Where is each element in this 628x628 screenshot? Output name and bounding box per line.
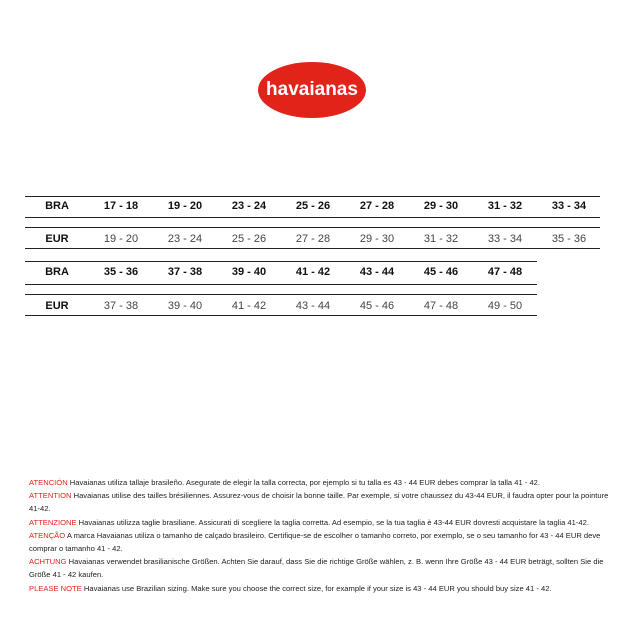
bra-label: BRA [45, 266, 69, 278]
eur-size: 29 - 30 [359, 233, 395, 245]
eur-size: 47 - 48 [423, 300, 459, 312]
note-text: A marca Havaianas utiliza o tamanho de calçado brasileiro. Certifique-se de escolher o tamanho correto, por exemplo, se o seu tamanho for 43 - 44 EUR deve comprar o tamanho 41 - 42. [29, 530, 601, 554]
eur-size: 23 - 24 [167, 233, 203, 245]
bra-size: 31 - 32 [487, 200, 523, 212]
eur-label: EUR [45, 300, 69, 312]
bra-size: 35 - 36 [103, 266, 139, 278]
note-tag: ATENCIÓN [29, 478, 68, 487]
note-tag: ATTENTION [29, 491, 72, 501]
divider [25, 315, 537, 316]
note-en [29, 582, 609, 595]
bra-size: 27 - 28 [359, 200, 395, 212]
eur-size: 31 - 32 [423, 233, 459, 245]
divider [25, 294, 537, 295]
eur-size: 39 - 40 [167, 300, 203, 312]
bra-size: 33 - 34 [551, 200, 587, 212]
note-text: Havaianas verwendet brasilianische Größen. Achten Sie darauf, dass Sie die richtige Größe wählen, z. B. wenn Ihre Größe 43 - 44 EUR beträgt, sollten Sie die Größe 41 - 42 kaufen. [29, 557, 604, 580]
note-tag: ATTENZIONE [29, 517, 77, 527]
eur-size: 33 - 34 [487, 233, 523, 245]
note-text: Havaianas utiliza tallaje brasileño. Asegurate de elegir la talla correcta, por ejemplo si tu talla es 43 - 44 EUR debes comprar la talla 41 - 42. [67, 478, 541, 487]
bra-size: 43 - 44 [359, 266, 395, 278]
bra-size: 39 - 40 [231, 266, 267, 278]
note-text: Havaianas utilizza taglie brasiliane. Assicurati di scegliere la taglia corretta. Ad esempio, se la tua taglia è 43-44 EUR dovresti acquistare la taglia 41-42. [76, 517, 589, 527]
bra-label: BRA [45, 200, 69, 212]
note-es [29, 476, 609, 489]
eur-size: 27 - 28 [295, 233, 331, 245]
note-text: Havaianas use Brazilian sizing. Make sure you choose the correct size, for example if your size is 43 - 44 EUR you should buy size 41 - 42. [81, 583, 552, 593]
eur-size: 45 - 46 [359, 300, 395, 312]
bra-size: 47 - 48 [487, 266, 523, 278]
note-de [29, 555, 609, 581]
note-text: Havaianas utilise des tailles brésiliennes. Assurez-vous de choisir la bonne taille. Par exemple, si votre chaussez du 43-44 EUR, il faudra opter pour la pointure 41-42. [29, 491, 609, 514]
note-tag: PLEASE NOTE [29, 583, 82, 593]
bra-size: 29 - 30 [423, 200, 459, 212]
eur-size: 37 - 38 [103, 300, 139, 312]
bra-size: 25 - 26 [295, 200, 331, 212]
eur-size: 49 - 50 [487, 300, 523, 312]
note-tag: ATENÇÃO [29, 530, 66, 540]
eur-size: 25 - 26 [231, 233, 267, 245]
sizing-notes [29, 476, 609, 595]
note-it [29, 516, 609, 529]
eur-size: 41 - 42 [231, 300, 267, 312]
bra-size: 17 - 18 [103, 200, 139, 212]
eur-size: 43 - 44 [295, 300, 331, 312]
bra-size: 19 - 20 [167, 200, 203, 212]
bra-size: 45 - 46 [423, 266, 459, 278]
bra-size: 23 - 24 [231, 200, 267, 212]
eur-label: EUR [45, 233, 69, 245]
eur-size: 19 - 20 [103, 233, 139, 245]
eur-size: 35 - 36 [551, 233, 587, 245]
bra-size: 41 - 42 [295, 266, 331, 278]
logo-wordmark: havaianas [266, 79, 358, 100]
note-fr [29, 489, 609, 515]
note-pt [29, 529, 609, 555]
note-tag: ACHTUNG [29, 557, 67, 567]
divider [25, 284, 537, 285]
eur-row-2 [25, 296, 537, 316]
bra-size: 37 - 38 [167, 266, 203, 278]
bra-row-2 [25, 262, 537, 282]
